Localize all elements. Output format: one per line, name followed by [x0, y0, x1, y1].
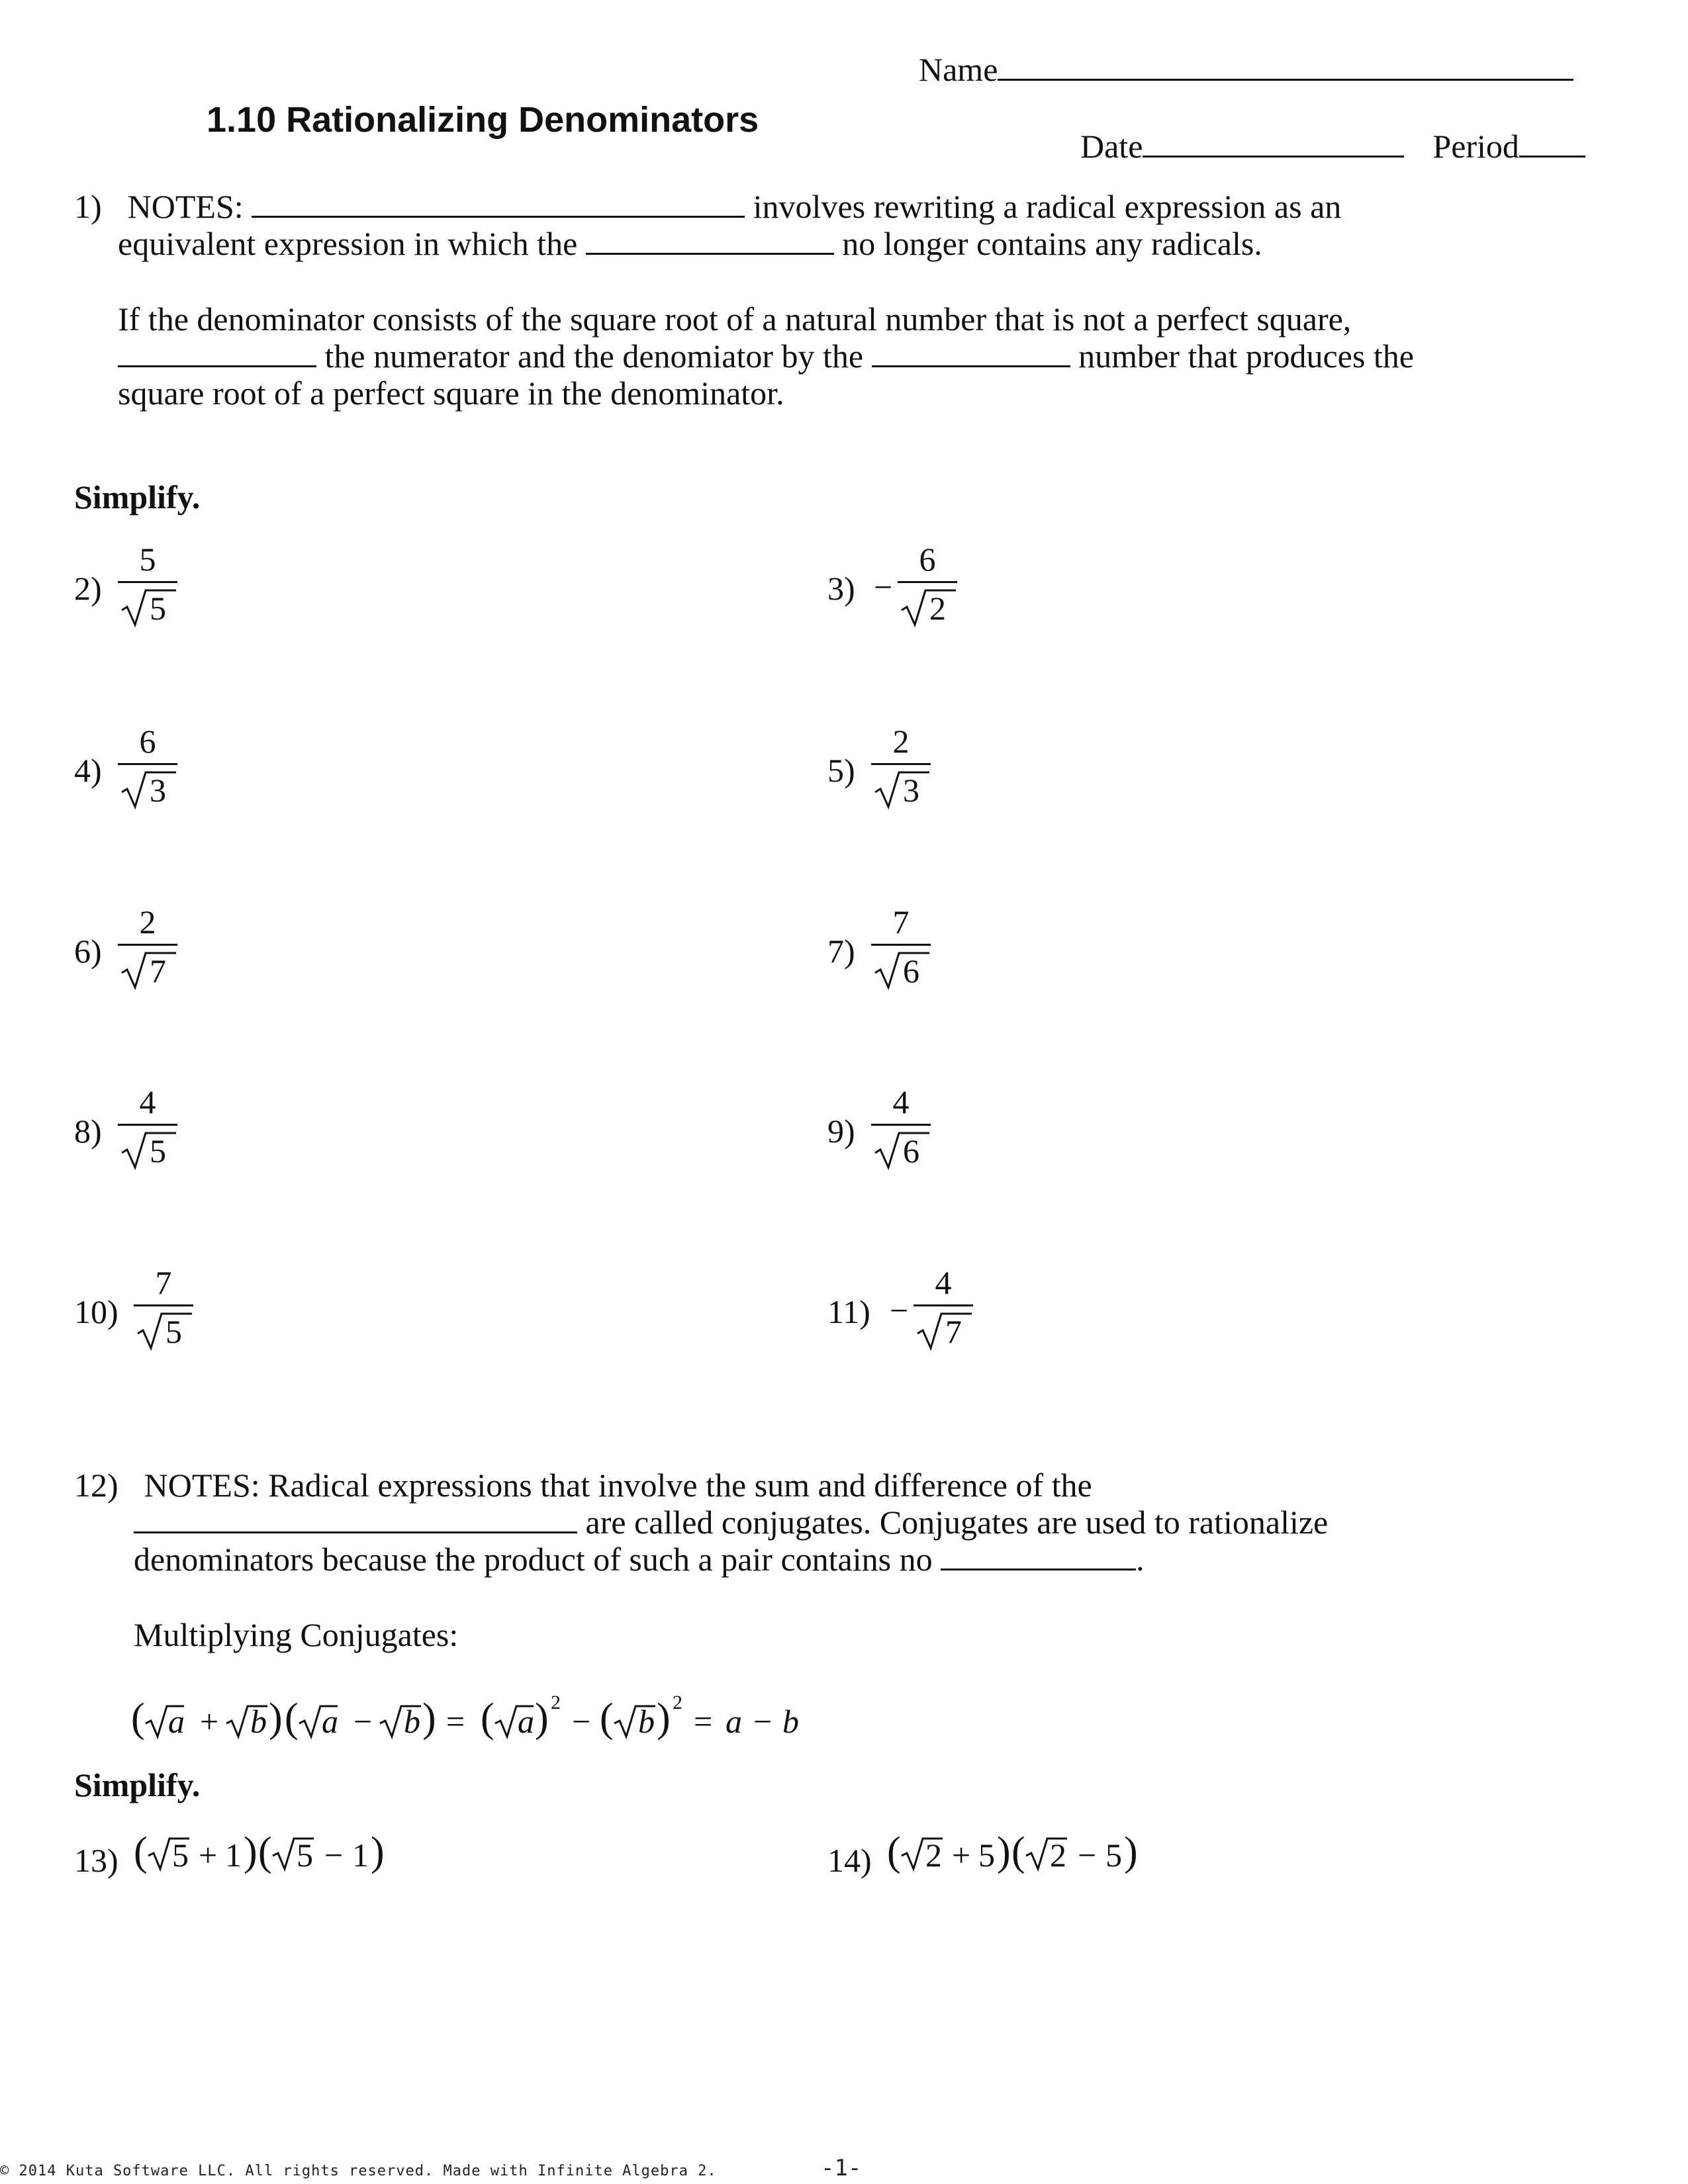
radicand: 5 [150, 1132, 166, 1169]
notes-12-line1 [74, 1467, 1092, 1504]
period-field[interactable] [1519, 130, 1585, 158]
page-number: -1- [821, 2155, 862, 2181]
minus-op: − [1078, 1837, 1097, 1874]
var-a-1: a [168, 1703, 185, 1740]
notes-1-line2 [118, 225, 1262, 262]
notes-1-para2-line3: square root of a perfect square in the denominator. [118, 375, 784, 412]
name-field[interactable] [998, 54, 1573, 81]
fraction [134, 1266, 193, 1352]
paren-open: ( [134, 1829, 148, 1874]
fraction [898, 543, 957, 629]
problem-2 [74, 543, 339, 635]
period-label: Period [1432, 128, 1519, 165]
product-expression [134, 1827, 412, 1880]
radical-sign [136, 1310, 193, 1351]
radical-sign [916, 1310, 973, 1351]
notes-12-number: 12) [74, 1467, 118, 1504]
problem-10 [74, 1266, 339, 1359]
var-a-2: a [322, 1703, 338, 1740]
paren-open-1: ( [131, 1696, 145, 1741]
fraction [118, 725, 177, 811]
problem-label: 3) [827, 570, 855, 607]
numerator: 5 [139, 541, 156, 578]
notes-12-blank-terms[interactable] [134, 1506, 577, 1533]
notes-12-period: . [1136, 1541, 1145, 1578]
radicand: 7 [150, 952, 166, 989]
paren-open: ( [887, 1829, 901, 1874]
radical-sign [874, 768, 931, 809]
radicand: 2 [929, 590, 946, 627]
minus-op: − [324, 1837, 344, 1874]
problem-label: 10) [74, 1293, 118, 1330]
radical-sign [120, 1129, 177, 1170]
minus-op: − [353, 1703, 373, 1740]
problem-6 [74, 905, 339, 998]
radicand: 5 [172, 1837, 189, 1874]
fraction [118, 905, 177, 991]
problem-label: 2) [74, 570, 102, 607]
equals-2: = [694, 1703, 713, 1740]
fraction-bar [118, 1124, 177, 1126]
constant: 5 [978, 1837, 995, 1874]
problem-label: 9) [827, 1113, 855, 1150]
radicand: 7 [945, 1313, 962, 1350]
notes-1-blank-operation[interactable] [118, 340, 316, 367]
numerator: 2 [139, 903, 156, 940]
plus-op: + [200, 1703, 219, 1740]
problem-7 [827, 905, 1092, 998]
copyright-footer: © 2014 Kuta Software LLC. All rights reserved. Made with Infinite Algebra 2. [0, 2163, 717, 2179]
notes-12-line2 [134, 1504, 1328, 1541]
notes-12-text-3: denominators because the product of such a pair contains no [134, 1541, 933, 1578]
radicand: 2 [1050, 1837, 1066, 1874]
numerator: 6 [139, 723, 156, 760]
radicand: 3 [150, 772, 166, 809]
page-title: 1.10 Rationalizing Denominators [207, 100, 759, 140]
notes-1-blank-number[interactable] [872, 340, 1070, 367]
radical-sign [120, 768, 177, 809]
radicand: 5 [165, 1313, 182, 1350]
numerator: 4 [139, 1083, 156, 1120]
problem-8 [74, 1085, 339, 1178]
fraction-bar [898, 581, 957, 583]
problem-label: 13) [74, 1842, 118, 1879]
multiplying-conjugates-heading: Multiplying Conjugates: [134, 1616, 459, 1653]
notes-1-text-a: involves rewriting a radical expression as an [753, 188, 1342, 225]
notes-1-text-b: equivalent expression in which the [118, 225, 578, 262]
radicand: 6 [903, 1132, 919, 1169]
paren-close: ) [244, 1829, 258, 1874]
problem-4 [74, 725, 339, 817]
paren-open-2: ( [285, 1696, 299, 1741]
denominator [874, 768, 931, 808]
fraction-bar [134, 1304, 193, 1306]
notes-1 [74, 188, 1341, 225]
constant: 1 [352, 1837, 369, 1874]
minus-op-3: − [753, 1703, 773, 1740]
notes-1-para2-c: number that produces the [1078, 338, 1414, 375]
radical-sign [874, 949, 931, 990]
denominator [120, 1129, 177, 1169]
denominator [916, 1310, 973, 1349]
fraction-bar [118, 581, 177, 583]
notes-12-line3 [134, 1541, 1145, 1578]
fraction-bar [118, 944, 177, 946]
paren-close-2: ) [422, 1696, 436, 1741]
notes-12-text-2: are called conjugates. Conjugates are used to rationalize [585, 1504, 1329, 1541]
negative-sign: − [874, 569, 893, 606]
fraction-bar [914, 1304, 973, 1306]
radicand: 5 [297, 1837, 313, 1874]
paren-close: ) [1124, 1829, 1138, 1874]
problem-13 [74, 1827, 471, 1886]
problem-11 [827, 1266, 1092, 1359]
denominator [874, 1129, 931, 1169]
date-field[interactable] [1143, 130, 1404, 158]
problem-5 [827, 725, 1092, 817]
exponent-1: 2 [551, 1694, 561, 1713]
radical-sign [900, 586, 957, 627]
fraction [118, 543, 177, 629]
radical-sign [120, 949, 177, 990]
notes-1-para2-line1: If the denominator consists of the square root of a natural number that is not a perfect square, [118, 300, 1352, 338]
simplify-heading-2: Simplify. [74, 1766, 201, 1803]
name-row [919, 53, 1573, 86]
date-label: Date [1080, 128, 1143, 165]
fraction [871, 725, 931, 811]
denominator [120, 586, 177, 626]
numerator: 4 [935, 1264, 952, 1301]
conjugate-formula-svg [131, 1694, 820, 1747]
denominator [120, 949, 177, 989]
fraction [914, 1266, 973, 1352]
problem-label: 5) [827, 752, 855, 789]
paren-close-3: ) [535, 1696, 549, 1741]
problem-14 [827, 1827, 1225, 1886]
fraction [118, 1085, 177, 1171]
fraction-bar [871, 763, 931, 765]
var-b-4: b [782, 1703, 799, 1740]
radicand: 3 [903, 772, 919, 809]
denominator [900, 586, 957, 626]
notes-12-blank-radicals[interactable] [941, 1543, 1136, 1570]
radicand: 6 [903, 952, 919, 989]
minus-op-2: − [572, 1703, 591, 1740]
fraction [871, 905, 931, 991]
fraction-bar [871, 944, 931, 946]
denominator [874, 949, 931, 989]
problem-label: 11) [827, 1293, 870, 1330]
name-label: Name [919, 51, 998, 88]
notes-1-prefix: NOTES: [127, 188, 244, 225]
problem-3 [827, 543, 1092, 635]
notes-1-para2-b: the numerator and the denomiator by the [324, 338, 864, 375]
numerator: 7 [892, 903, 910, 940]
constant: 5 [1105, 1837, 1122, 1874]
numerator: 6 [919, 541, 936, 578]
notes-12-text-1: NOTES: Radical expressions that involve the sum and difference of the [144, 1467, 1092, 1504]
problem-label: 14) [827, 1842, 872, 1879]
radical-sign [120, 586, 177, 627]
notes-1-para2-line2 [118, 338, 1414, 375]
constant: 1 [225, 1837, 242, 1874]
paren-close-4: ) [657, 1696, 671, 1741]
problem-label: 4) [74, 752, 102, 789]
radicand: 2 [925, 1837, 942, 1874]
negative-sign: − [890, 1292, 909, 1329]
problem-label: 7) [827, 933, 855, 970]
exponent-2: 2 [673, 1694, 682, 1713]
fraction [871, 1085, 931, 1171]
paren-open: ( [258, 1829, 272, 1874]
radicand: 5 [150, 590, 166, 627]
numerator: 4 [892, 1083, 910, 1120]
var-b-3: b [638, 1703, 655, 1740]
plus-op: + [199, 1837, 218, 1874]
fraction-bar [871, 1124, 931, 1126]
denominator [136, 1310, 193, 1349]
notes-1-number: 1) [74, 188, 102, 225]
plus-op: + [952, 1837, 971, 1874]
fraction-bar [118, 763, 177, 765]
notes-1-blank-denominator[interactable] [586, 228, 834, 255]
paren-close-1: ) [269, 1696, 283, 1741]
var-b-1: b [250, 1703, 267, 1740]
denominator [120, 768, 177, 808]
notes-1-blank-term[interactable] [252, 191, 745, 218]
paren-open-4: ( [600, 1696, 614, 1741]
problem-label: 8) [74, 1113, 102, 1150]
var-a-4: a [726, 1703, 742, 1740]
conjugate-formula [131, 1694, 820, 1747]
simplify-heading: Simplify. [74, 478, 201, 516]
numerator: 2 [892, 723, 910, 760]
radical-sign [874, 1129, 931, 1170]
date-period-row [1080, 130, 1585, 163]
problem-label: 6) [74, 933, 102, 970]
paren-close: ) [371, 1829, 385, 1874]
problem-9 [827, 1085, 1092, 1178]
paren-open-3: ( [481, 1696, 494, 1741]
var-b-2: b [404, 1703, 420, 1740]
product-expression [887, 1827, 1165, 1880]
paren-close: ) [997, 1829, 1011, 1874]
paren-open: ( [1011, 1829, 1025, 1874]
var-a-3: a [518, 1703, 534, 1740]
numerator: 7 [155, 1264, 172, 1301]
notes-1-text-c: no longer contains any radicals. [842, 225, 1262, 262]
equals-1: = [446, 1703, 465, 1740]
